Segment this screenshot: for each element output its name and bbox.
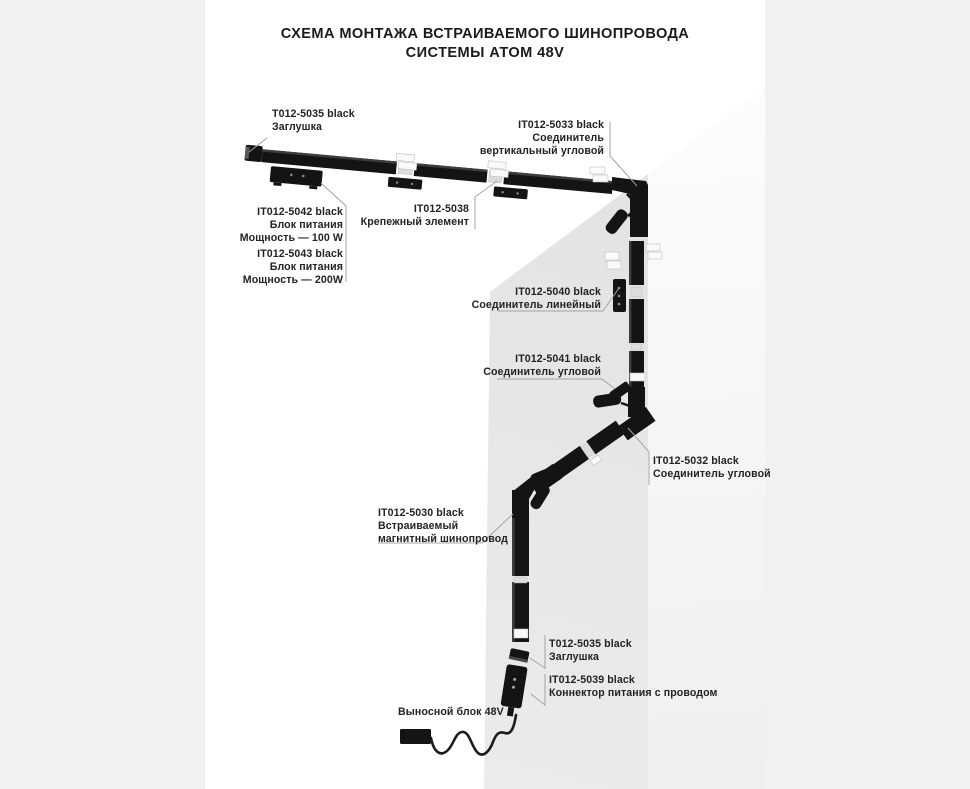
part-desc: Соединитель угловой [483, 365, 601, 378]
label-end-cap-bottom [549, 638, 632, 664]
part-desc: Мощность — 200W [242, 273, 343, 286]
part-code: IT012-5041 black [515, 353, 601, 365]
part-code: IT012-5043 black [257, 248, 343, 260]
part-desc: Заглушка [549, 650, 599, 663]
part-code: IT012-5033 black [518, 119, 604, 131]
page-title [205, 25, 765, 63]
label-power-connector [549, 674, 717, 700]
part-desc: Соединитель [532, 131, 604, 144]
part-code: IT012-5038 [413, 203, 469, 215]
label-psu-100 [240, 206, 343, 245]
fastening-bracket [493, 186, 528, 199]
label-end-cap-top [272, 108, 355, 134]
part-desc: Соединитель угловой [653, 467, 771, 480]
part-code: IT012-5032 black [653, 455, 739, 467]
part-desc: Заглушка [272, 120, 322, 133]
part-code: IT012-5030 black [378, 507, 464, 519]
label-remote-unit [398, 706, 504, 719]
title-line-1: СХЕМА МОНТАЖА ВСТРАИВАЕМОГО ШИНОПРОВОДА [280, 26, 690, 42]
remote-driver-block [400, 729, 431, 744]
label-linear-connector [472, 286, 601, 312]
part-desc: Коннектор питания с проводом [549, 686, 718, 699]
part-code: IT012-5042 black [257, 206, 343, 218]
part-code: T012-5035 black [272, 108, 355, 120]
label-corner-5032 [653, 455, 771, 481]
end-cap-top [244, 145, 262, 162]
label-vertical-corner [480, 119, 604, 158]
fastening-bracket [388, 177, 423, 190]
part-desc: вертикальный угловой [479, 144, 604, 157]
lower-vertical-track [512, 518, 529, 642]
label-track-5030 [378, 507, 508, 546]
part-code: IT012-5040 black [515, 286, 601, 298]
title-line-2: СИСТЕМЫ АТОМ 48V [405, 45, 565, 61]
part-code: IT012-5039 black [549, 674, 635, 686]
power-supply-unit [269, 166, 323, 190]
label-psu-200 [243, 248, 343, 287]
label-corner-5041 [483, 353, 601, 379]
part-desc: Блок питания [269, 218, 343, 231]
part-desc: магнитный шинопровод [378, 532, 508, 545]
part-desc: Соединитель линейный [471, 298, 601, 311]
part-desc: Встраиваемый [378, 519, 459, 532]
part-desc: Блок питания [269, 260, 343, 273]
label-fastener [361, 203, 469, 229]
part-desc: Выносной блок 48V [398, 706, 504, 718]
part-desc: Крепежный элемент [360, 215, 469, 228]
part-desc: Мощность — 100 W [239, 231, 343, 244]
part-code: T012-5035 black [549, 638, 632, 650]
